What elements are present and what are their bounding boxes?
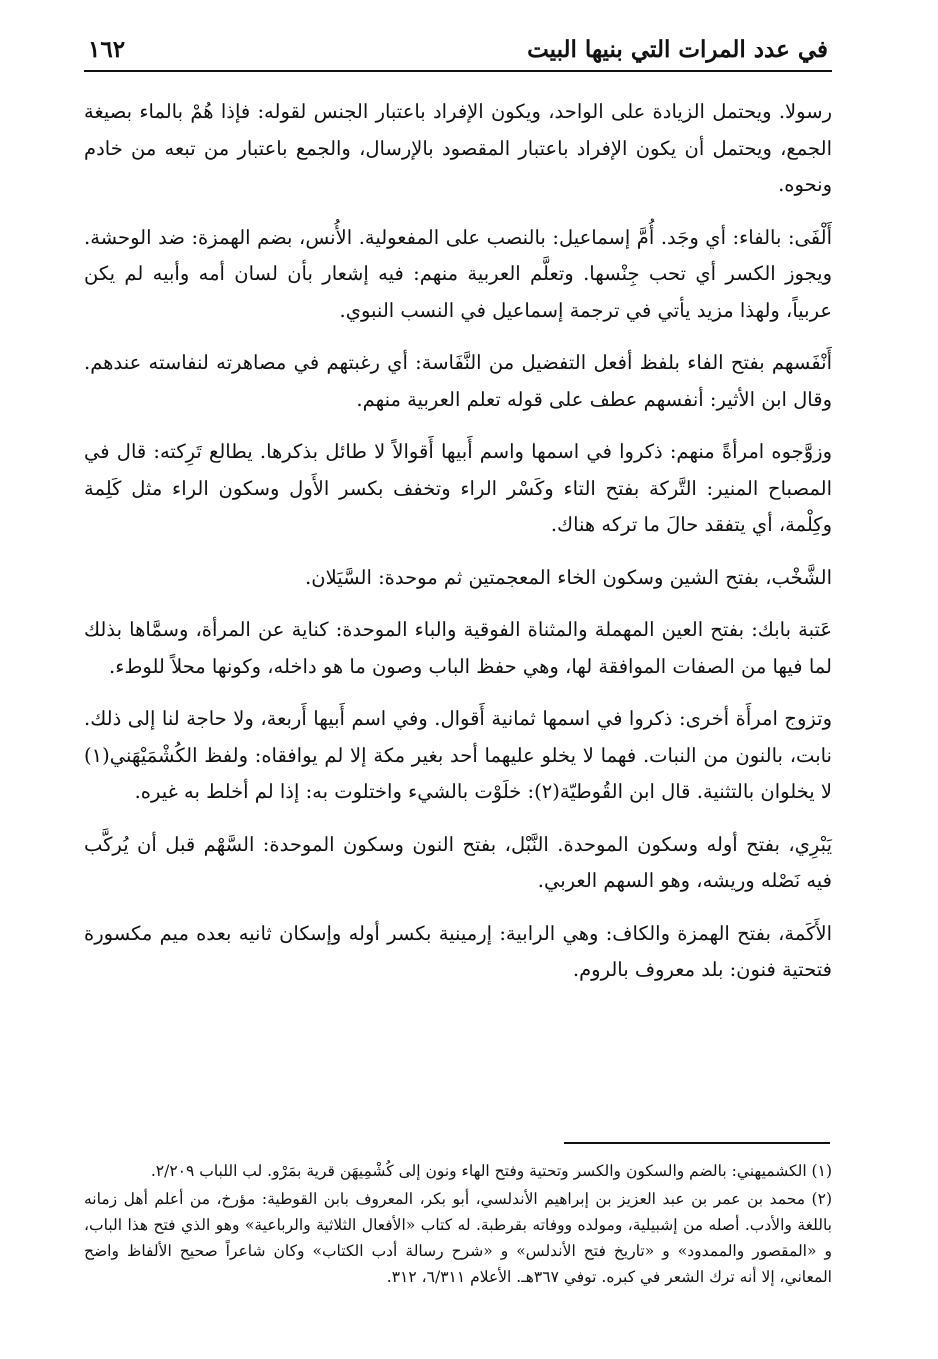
paragraph: رسولا. ويحتمل الزيادة على الواحد، ويكون الإفراد باعتبار الجنس لقوله: فإذا هُمْ بالماء بصيغة الجمع، ويحتمل أن يكون الإفراد باعتبار المقصود بالإرسال، والجمع باعتبار من تبعه من خادم ونحوه. — [84, 100, 832, 196]
chapter-title: في عدد المرات التي بنيها البيت — [527, 36, 828, 63]
paragraph: عَتبة بابك: بفتح العين المهملة والمثناة الفوقية والباء الموحدة: كناية عن المرأة، وسمَّاها بذلك لما فيها من الصفات الموافقة لها، وهي حفظ الباب وصون ما هو داخله، وكونها محلاً للوطء. — [84, 618, 832, 678]
running-header — [84, 28, 832, 72]
main-text — [84, 94, 832, 1005]
page-number: ١٦٢ — [88, 36, 126, 63]
footnotes — [84, 1158, 832, 1292]
paragraph: الشَّخْب، بفتح الشين وسكون الخاء المعجمتين ثم موحدة: السَّيَلان. — [305, 565, 832, 589]
footnote: (١) الكشميهني: بالضم والسكون والكسر وتحتية وفتح الهاء ونون إلى كُشْمِيهَن قرية بمَرْو. لب اللباب ٢/٢٠٩. — [150, 1162, 832, 1180]
paragraph: وتزوج امرأَة أخرى: ذكروا في اسمها ثمانية أَقوال. وفي اسم أَبيها أَربعة، ولا حاجة لنا إلى ذلك. نابت، بالنون من النبات. فهما لا يخلو عليهما أحد بغير مكة إلا لم يوافقاه: ولفظ الكُشْمَيْهَني(١) لا يخلوان بالتثنية. قال ابن القُوطيّة(٢): خلَوْت بالشيء واختلوت به: إذا لم أخلط به غيره. — [84, 707, 832, 803]
footnote-divider — [564, 1142, 830, 1144]
paragraph: الأَكَمة، بفتح الهمزة والكاف: وهي الرابية: إرمينية بكسر أوله وإسكان ثانيه بعده ميم مكسورة فتحتية فنون: بلد معروف بالروم. — [84, 921, 832, 981]
paragraph: أَنْفَسهم بفتح الفاء بلفظ أفعل التفضيل من النَّفَاسة: أي رغبتهم في مصاهرته لنفاسته عندهم. وقال ابن الأثير: أنفسهم عطف على قوله تعلم العربية منهم. — [84, 351, 832, 411]
footnote: (٢) محمد بن عمر بن عبد العزيز بن إبراهيم الأندلسي، أبو بكر، المعروف بابن القوطية: مؤرخ، من أعلم أهل زمانه باللغة والأدب. أصله من إشبيلية، ومولده ووفاته بقرطبة. له كتاب «الأفعال الثلاثية والرباعية» وهو الذي فتح هذا الباب، و «المقصور والممدود» و «تاريخ فتح الأندلس» و «شرح رسالة أدب الكتاب» وكان شاعراً صحيح الألفاظ واضح المعاني، إلا أنه ترك الشعر في كبره. توفي ٣٦٧هـ. الأعلام ٦/٣١١، ٣١٢. — [84, 1190, 832, 1286]
paragraph: أَلْفَى: بالفاء: أي وجَد. أُمَّ إسماعيل: بالنصب على المفعولية. الأُنس، بضم الهمزة: ضد الوحشة. ويجوز الكسر أي تحب جِنْسها. وتعلَّم العربية منهم: فيه إشعار بأن لسان أمه وأبيه لم يكن عربياً، ولهذا مزيد يأتي في ترجمة إسماعيل في النسب النبوي. — [84, 225, 832, 322]
paragraph: وزوَّجوه امرأةً منهم: ذكروا في اسمها واسم أَبيها أَقوالاً لا طائل بذكرها. يطالع تَرِكته: قال في المصباح المنير: التَّركة بفتح التاء وكَسْر الراء وتخفف بكسر الأَول وسكون الراء مثل كَلِمة وكِلْمة، أي يتفقد حالَ ما تركه هناك. — [84, 440, 832, 536]
paragraph: يَبْرِي، بفتح أوله وسكون الموحدة. النَّبْل، بفتح النون وسكون الموحدة: السَّهْم قبل أن يُركَّب فيه نَصْله وريشه، وهو السهم العربي. — [84, 832, 832, 892]
